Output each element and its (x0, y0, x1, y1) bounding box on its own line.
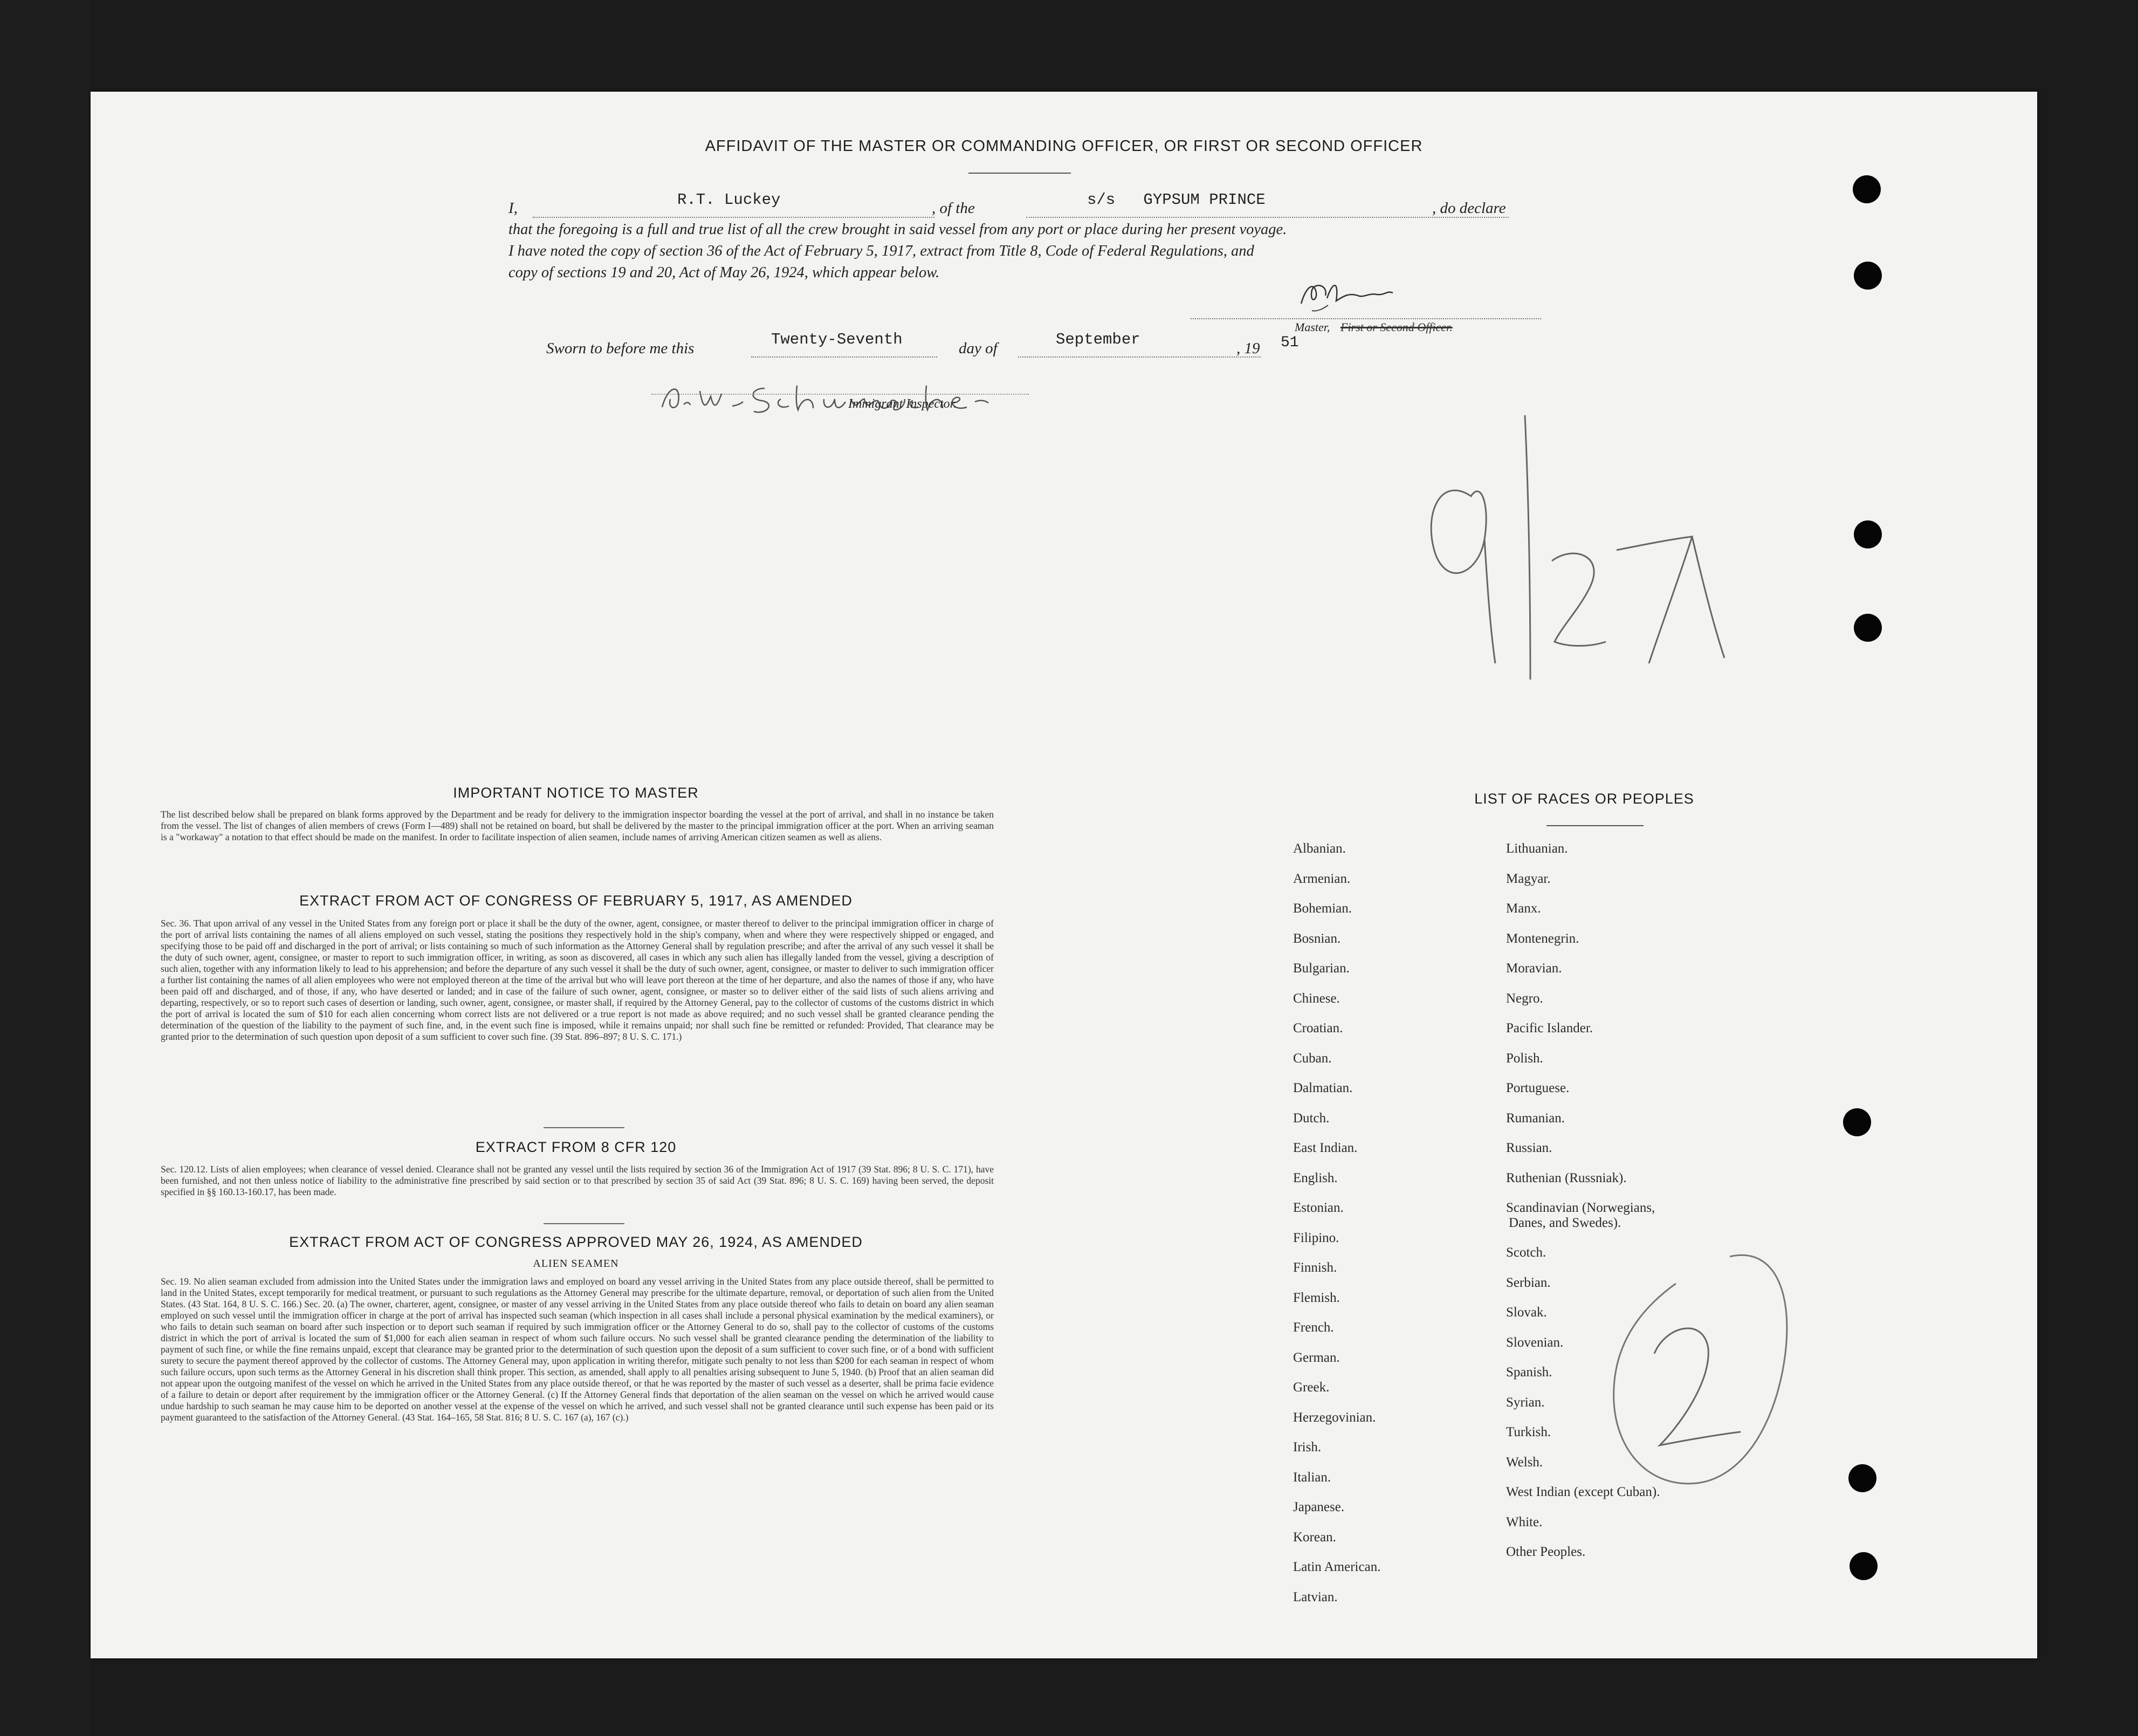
extract1917-rule (544, 1127, 624, 1128)
race-item: East Indian. (1293, 1141, 1358, 1155)
master-signature-scribble (1296, 279, 1458, 312)
affidavit-i-label: I, (508, 200, 518, 217)
race-item: Ruthenian (Russniak). (1506, 1170, 1627, 1185)
race-item: Portuguese. (1506, 1081, 1570, 1095)
race-item: Lithuanian. (1506, 841, 1568, 856)
race-item: Scotch. (1506, 1245, 1546, 1260)
race-item: Russian. (1506, 1141, 1552, 1155)
race-item: Slovenian. (1506, 1335, 1564, 1350)
sworn-month: September (1056, 331, 1140, 348)
extract1924-body: Sec. 19. No alien seaman excluded from admission into the United States under the immigration laws and employed on board any vessel arriving in the United States from any place outside thereof, shall be permitted to land in the United States, except temporarily for medical treatment, or pursuant to such regulations as the Attorney General may prescribe for the ultimate departure, removal, or deportation of such alien from the United States. (43 Stat. 164, 8 U. S. C. 166.) Sec. 20. (a) The owner, charterer, agent, consignee, or master of any vessel arriving in the United States from any place outside thereof who fails to detain on board any alien seaman employed on such vessel until the immigration officer in charge at the port of arrival has inspected such seaman (which inspection in all cases shall include a personal physical examination by the medical examiners), or who fails to detain such seaman on board after such inspection or to deport such seaman if required by such immigration officer or the Attorney General to do so, shall pay to the collector of customs of the customs district in which the port of arrival is located the sum of $1,000 for each alien seaman in respect of whom such failure occurs. No such vessel shall be granted clearance pending the determination of the liability to payment of such fine, or while the fine remains unpaid, except that clearance may be granted prior to the determination of such question upon the deposit of a sum sufficient to cover such fine, or of a bond with sufficient surety to secure the payment thereof approved by the collector of customs. The Attorney General may, upon application in writing therefor, mitigate such penalty to not less than $200 for each seaman in respect of whom such failure occurs, upon such terms as the Attorney General in his discretion shall think proper. This section, as amended, shall apply to all penalties arising subsequent to June 5, 1940. (b) Proof that an alien seaman did not appear upon the outgoing manifest of the vessel on which he arrived in the United States from any place outside thereof, or that he was reported by the master of such vessel as a deserter, shall be prima facie evidence of a failure to detain or deport after requirement by the immigration officer or the Attorney General. (c) If the Attorney General finds that deportation of the alien seaman on the vessel on which he arrived would cause undue hardship to such seaman he may cause him to be deported on another vessel at the expense of the vessel on which he arrived, and such vessel shall not be granted clearance until such expense has been paid or its payment guaranteed to the satisfaction of the Attorney General. (43 Stat. 164–165, 58 Stat. 816; 8 U. S. C. 167 (a), 167 (c).) (161, 1276, 994, 1423)
race-item: Scandinavian (Norwegians, (1506, 1200, 1655, 1215)
affidavit-vessel: s/s GYPSUM PRINCE (1087, 191, 1266, 209)
race-item: English. (1293, 1170, 1338, 1185)
punch-hole (1854, 262, 1882, 290)
race-item: Syrian. (1506, 1395, 1545, 1410)
race-item: Cuban. (1293, 1051, 1332, 1066)
race-item: Turkish. (1506, 1425, 1551, 1439)
races-title-rule (1546, 825, 1644, 826)
extract1924-subtitle: ALIEN SEAMEN (533, 1258, 619, 1270)
year-prefix: , 19 (1236, 340, 1260, 357)
race-item: Italian. (1293, 1470, 1331, 1485)
race-item: Herzegovinian. (1293, 1410, 1376, 1425)
race-item: Albanian. (1293, 841, 1346, 856)
affidavit-line-2: that the foregoing is a full and true list of all the crew brought in said vessel from any port or place during her present voyage. (508, 221, 1287, 238)
race-item: White. (1506, 1514, 1543, 1529)
race-item: Irish. (1293, 1440, 1322, 1454)
race-item: Spanish. (1506, 1365, 1552, 1380)
inspector-line (651, 394, 1029, 395)
race-item: Korean. (1293, 1529, 1336, 1545)
document-page (91, 92, 2037, 1658)
race-item: Bosnian. (1293, 931, 1341, 946)
races-title: LIST OF RACES OR PEOPLES (1474, 791, 1694, 807)
race-item: Latin American. (1293, 1560, 1381, 1574)
inspector-label: Immigrant Inspector. (848, 397, 957, 411)
race-item: Slovak. (1506, 1305, 1547, 1320)
race-item: Bulgarian. (1293, 961, 1350, 976)
race-item: Croatian. (1293, 1021, 1343, 1035)
affidavit-line-4: copy of sections 19 and 20, Act of May 26, 1924, which appear below. (508, 264, 940, 281)
race-item: Armenian. (1293, 871, 1351, 886)
extract1924-title: EXTRACT FROM ACT OF CONGRESS APPROVED MAY 26, 1924, AS AMENDED (289, 1234, 863, 1250)
race-item: Magyar. (1506, 871, 1551, 886)
extract8cfr-title: EXTRACT FROM 8 CFR 120 (475, 1139, 677, 1155)
sworn-label: Sworn to before me this (546, 340, 695, 357)
race-item: Dalmatian. (1293, 1081, 1353, 1095)
affidavit-line-3: I have noted the copy of section 36 of the Act of February 5, 1917, extract from Title 8, Code of Federal Regulations, and (508, 243, 1254, 259)
race-item: Manx. (1506, 901, 1541, 916)
punch-hole (1843, 1108, 1871, 1136)
affidavit-name: R.T. Luckey (677, 191, 781, 209)
race-item: Japanese. (1293, 1500, 1345, 1514)
affidavit-title-rule (968, 173, 1071, 174)
punch-hole (1853, 175, 1881, 203)
race-item: Finnish. (1293, 1260, 1337, 1275)
notice-body: The list described below shall be prepared on blank forms approved by the Department and be ready for delivery to the immigration inspector boarding the vessel at the port of arrival, and shall in no instance be taken from the vessel. The list of changes of alien members of crews (Form I—489) shall not be retained on board, but shall be delivered by the master to the principal immigration officer at the port. When an arriving seaman is a "workaway" a notation to that effect should be made on the manifest. In order to facilitate inspection of alien seamen, include names of arriving American citizen seamen as well as aliens. (161, 809, 994, 842)
race-item: Chinese. (1293, 991, 1340, 1006)
notice-title: IMPORTANT NOTICE TO MASTER (453, 785, 699, 801)
extract1917-title: EXTRACT FROM ACT OF CONGRESS OF FEBRUARY 5, 1917, AS AMENDED (299, 893, 853, 909)
race-item: French. (1293, 1320, 1334, 1335)
affidavit-title: AFFIDAVIT OF THE MASTER OR COMMANDING OFFICER, OR FIRST OR SECOND OFFICER (705, 138, 1423, 155)
punch-hole (1848, 1464, 1876, 1492)
race-item: Negro. (1506, 991, 1543, 1006)
race-item: Danes, and Swedes). (1509, 1215, 1621, 1230)
race-item: Polish. (1506, 1051, 1543, 1066)
race-item: Greek. (1293, 1380, 1330, 1395)
race-item: Montenegrin. (1506, 931, 1579, 946)
race-item: Welsh. (1506, 1454, 1543, 1470)
race-item: Rumanian. (1506, 1110, 1565, 1126)
pencil-date-mark (1390, 410, 1768, 744)
race-item: Flemish. (1293, 1290, 1340, 1305)
affidavit-name-line (533, 217, 934, 218)
extract1917-body: Sec. 36. That upon arrival of any vessel in the United States from any foreign port or place it shall be the duty of the owner, agent, consignee, or master thereof to deliver to the principal immigration officer in charge of the port of arrival lists containing the names of all aliens employed on such vessel, stating the positions they respectively hold in the ship's company, when and where they were respectively shipped or engaged, and specifying those to be paid off and discharged in the port of arrival; or lists containing so much of such information as the Attorney General shall by regulation prescribe; and after the arrival of any such vessel it shall be the duty of such owner, agent, consignee, or master to report to such immigration officer, in writing, as soon as discovered, all cases in which any such alien has illegally landed from the vessel, giving a description of such alien, together with any information likely to lead to his apprehension; and before the departure of any such vessel it shall be the duty of such owner, agent, consignee, or master to deliver to such immigration officer a further list containing the names of all alien employees who were not employed thereon at the time of the arrival but who will leave port thereon at the time of her departure, and also the names of those if any, who have been paid off and discharged, and of those, if any, who have deserted or landed; and in case of the failure of such owner, agent, consignee, or master so to deliver either of the said lists of such aliens arriving and departing, respectively, or so to report such cases of desertion or landing, such owner, agent, consignee, or master shall, if required by the Attorney General, pay to the collector of customs of the customs district in which the port of arrival is located the sum of $10 for each alien concerning whom correct lists are not delivered or a true report is not made as above required; and no such vessel shall be granted clearance pending the determination of the question of the liability to the payment of such fine, and, in the event such fine is imposed, while it remains unpaid; nor shall such fine be remitted or refunded: Provided, That clearance may be granted prior to the determination of such question upon deposit of a sum sufficient to cover such fine. (39 Stat. 896–897; 8 U. S. C. 171.) (161, 918, 994, 1042)
master-label: Master, (1295, 320, 1330, 334)
sworn-day-line (751, 356, 937, 358)
extract8cfr-body: Sec. 120.12. Lists of alien employees; when clearance of vessel denied. Clearance shall not be granted any vessel until the lists required by section 36 of the Immigration Act of 1917 (39 Stat. 896; 8 U. S. C. 171), have been furnished, and not then unless notice of liability to the administrative fine prescribed by said section or to that prescribed by section 35 of said Act (39 Stat. 896; 8 U. S. C. 169) having been served, the deposit specified in §§ 160.13-160.17, has been made. (161, 1164, 994, 1197)
race-item: Moravian. (1506, 961, 1562, 976)
sworn-day: Twenty-Seventh (771, 331, 903, 348)
punch-hole (1850, 1552, 1878, 1580)
race-item: Latvian. (1293, 1589, 1338, 1604)
master-struck-label: First or Second Officer. (1340, 320, 1453, 334)
race-item: West Indian (except Cuban). (1506, 1485, 1660, 1499)
race-item: Estonian. (1293, 1200, 1344, 1215)
sworn-month-line (1018, 356, 1261, 358)
race-item: Bohemian. (1293, 901, 1352, 916)
day-of-label: day of (959, 340, 998, 357)
scan-border-left (0, 0, 91, 1736)
sworn-year: 51 (1281, 334, 1299, 351)
pencil-circled-number (1606, 1246, 1800, 1494)
race-item: German. (1293, 1350, 1340, 1365)
master-signature-line (1191, 318, 1541, 319)
race-item: Pacific Islander. (1506, 1021, 1593, 1035)
punch-hole (1854, 520, 1882, 548)
race-item: Other Peoples. (1506, 1545, 1586, 1559)
extract8cfr-rule (544, 1223, 624, 1224)
affidavit-do-declare: , do declare (1432, 200, 1506, 217)
affidavit-of-the-label: , of the (932, 200, 975, 217)
race-item: Dutch. (1293, 1110, 1330, 1126)
race-item: Filipino. (1293, 1230, 1339, 1245)
master-signature (1296, 279, 1458, 312)
race-item: Serbian. (1506, 1275, 1551, 1290)
punch-hole (1854, 614, 1882, 642)
